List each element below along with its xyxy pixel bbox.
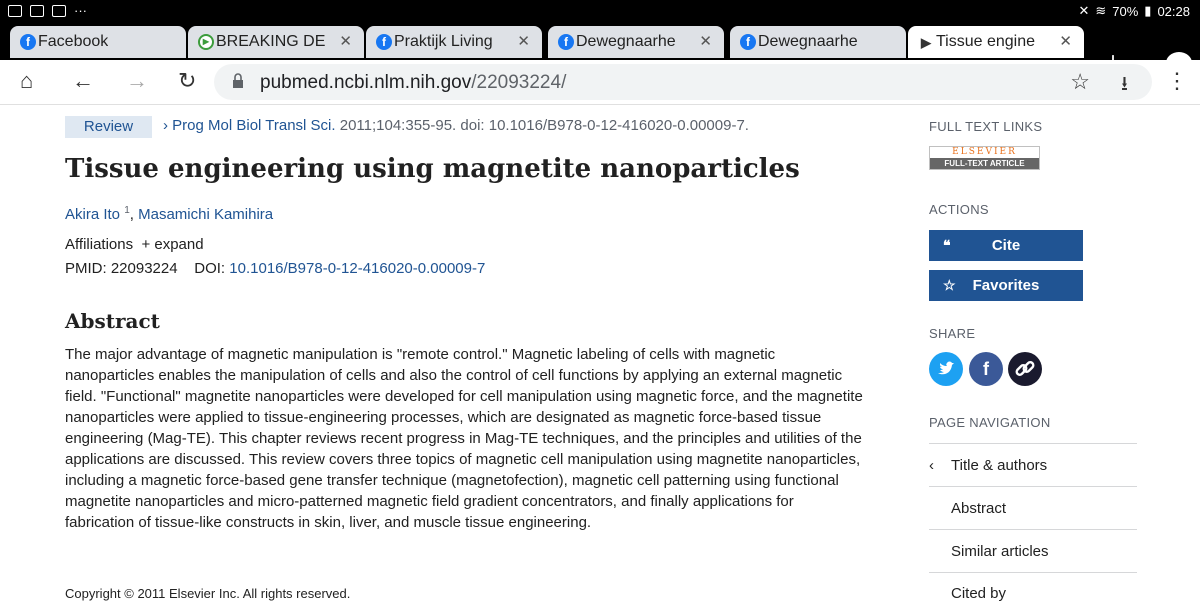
twitter-share-icon[interactable] <box>929 352 963 386</box>
citation <box>163 117 749 134</box>
tab-title: Dewegnaarhe <box>758 33 858 50</box>
close-tab-icon[interactable]: ✕ <box>699 33 712 50</box>
identifiers-row <box>65 260 485 277</box>
tab-title: Tissue engine <box>936 33 1036 50</box>
share-heading: SHARE <box>929 326 976 341</box>
facebook-icon: f <box>376 34 392 50</box>
play-icon: ▶ <box>198 34 214 50</box>
download-icon[interactable]: ⭳ <box>1121 73 1128 95</box>
favorites-button[interactable] <box>929 270 1083 301</box>
close-tab-icon[interactable]: ✕ <box>1059 33 1072 50</box>
tab-title: Dewegnaarhe <box>576 33 676 50</box>
nav-title-authors[interactable]: Title & authors <box>951 457 1048 474</box>
doi-link[interactable]: 10.1016/B978-0-12-416020-0.00009-7 <box>229 260 486 277</box>
nav-abstract[interactable]: Abstract <box>951 500 1007 517</box>
more-notifications: ··· <box>74 3 87 18</box>
plus-icon: + <box>141 236 151 253</box>
battery-level: 70% <box>1112 3 1139 19</box>
facebook-icon: f <box>20 34 36 50</box>
journal-name: Prog Mol Biol Transl Sci. <box>172 117 336 134</box>
pmid-value: 22093224 <box>110 260 178 277</box>
close-tab-icon[interactable]: ✕ <box>517 33 530 50</box>
tab-tissue-engineering[interactable] <box>908 26 1084 58</box>
abstract-text: The major advantage of magnetic manipulation is "remote control." Magnetic labeling of cells with magnetic nanoparticles enables the manipulation of cells and also the control of cell functions by applying an external magnetic field. "Functional" magnetite nanoparticles were developed for cell manipulation using magnetic force, and the magnetite nanoparticles were applied to tissue-engineering processes, which are designated as magnetic force-based tissue engineering (Mag-TE). This chapter reviews recent progress in Mag-TE techniques, and the principles and utilities of the applications are discussed. This review covers three topics of magnetic cell manipulation using magnetite nanoparticles, including a magnetic force-based gene transfer technique (magnetofection), magnetic cell patterning using functional magnetite nanoparticles and micro-patterned magnetic field gradient concentrators, and finally applications for fabrication of tissue-like constructs in skin, liver, and muscle tissue engineering. <box>65 346 863 531</box>
battery-icon: ▮ <box>1144 3 1152 18</box>
elsevier-full-text-link[interactable] <box>929 146 1040 170</box>
tab-breaking[interactable] <box>188 26 364 58</box>
video-icon <box>52 5 66 17</box>
tab-dewegnaarhe-1[interactable] <box>548 26 724 58</box>
cite-button[interactable] <box>929 230 1083 261</box>
pubmed-icon: ▶ <box>921 35 931 50</box>
mute-icon: ✕ <box>1078 3 1090 18</box>
nav-similar-articles[interactable]: Similar articles <box>951 543 1049 560</box>
author-list: Akira Ito $^1$, Masamichi Kamihira <box>65 205 274 223</box>
wifi-icon: ≋ <box>1095 3 1107 18</box>
forward-icon[interactable]: → <box>126 68 148 93</box>
browser-toolbar <box>0 60 1200 105</box>
divider <box>929 486 1137 487</box>
pmid-label: PMID: <box>65 260 107 277</box>
doi-label: DOI: <box>194 260 226 277</box>
url-path: /22093224/ <box>471 72 567 93</box>
gallery-icon <box>8 5 22 17</box>
tab-facebook[interactable] <box>10 26 186 58</box>
affiliations-label: Affiliations <box>65 236 134 253</box>
expand-toggle[interactable] <box>137 236 203 253</box>
clock: 02:28 <box>1157 3 1190 19</box>
tab-title: Praktijk Living <box>394 33 493 50</box>
quote-icon: ❝ <box>943 237 951 253</box>
tab-strip <box>0 22 1200 60</box>
tab-praktijk[interactable] <box>366 26 542 58</box>
author-link[interactable]: Masamichi Kamihira <box>138 206 274 223</box>
article-title: Tissue engineering using magnetite nanoparticles <box>65 154 800 184</box>
close-tab-icon[interactable]: ✕ <box>339 33 352 50</box>
tab-title: BREAKING DE <box>216 33 326 50</box>
citation-details: 2011;104:355-95. doi: 10.1016/B978-0-12-416020-0.00009-7. <box>335 117 749 134</box>
bag-icon <box>30 5 44 17</box>
elsevier-logo: ELSEVIER <box>930 147 1039 158</box>
article-type-badge: Review <box>65 116 152 138</box>
author-link[interactable]: Akira Ito <box>65 206 121 223</box>
affiliation-number[interactable]: 1 <box>124 205 130 216</box>
facebook-icon: f <box>740 34 756 50</box>
facebook-icon: f <box>558 34 574 50</box>
address-bar[interactable] <box>214 64 1152 100</box>
journal-link[interactable]: › Prog Mol Biol Transl Sci. <box>163 117 336 134</box>
back-icon[interactable]: ← <box>72 68 94 93</box>
overflow-menu-icon[interactable]: ⋮ <box>1166 68 1188 93</box>
copy-link-icon[interactable] <box>1008 352 1042 386</box>
divider <box>929 572 1137 573</box>
copyright-text: Copyright © 2011 Elsevier Inc. All rights reserved. <box>65 586 351 601</box>
url-text <box>260 72 566 94</box>
divider <box>929 443 1137 444</box>
affiliations-row <box>65 236 204 253</box>
expand-label: expand <box>154 236 204 253</box>
favorites-label: Favorites <box>972 277 1040 294</box>
reload-icon[interactable]: ↻ <box>178 68 197 93</box>
home-icon[interactable]: ⌂ <box>20 68 34 93</box>
page-navigation-heading: PAGE NAVIGATION <box>929 415 1051 430</box>
chevron-left-icon: ‹ <box>929 457 934 474</box>
cite-label: Cite <box>991 237 1021 254</box>
tab-dewegnaarhe-2[interactable] <box>730 26 906 58</box>
system-status-bar <box>0 0 1200 22</box>
elsevier-label: FULL-TEXT ARTICLE <box>930 158 1039 169</box>
full-text-links-heading: FULL TEXT LINKS <box>929 119 1043 134</box>
bookmark-star-icon[interactable]: ☆ <box>1070 69 1090 94</box>
lock-icon <box>232 73 244 89</box>
url-host: pubmed.ncbi.nlm.nih.gov <box>260 72 472 93</box>
actions-heading: ACTIONS <box>929 202 989 217</box>
nav-cited-by[interactable]: Cited by <box>951 585 1007 602</box>
divider <box>929 529 1137 530</box>
abstract-heading: Abstract <box>65 309 160 333</box>
tab-title: Facebook <box>38 33 109 50</box>
star-icon: ☆ <box>943 277 956 293</box>
facebook-share-icon[interactable]: f <box>969 352 1003 386</box>
